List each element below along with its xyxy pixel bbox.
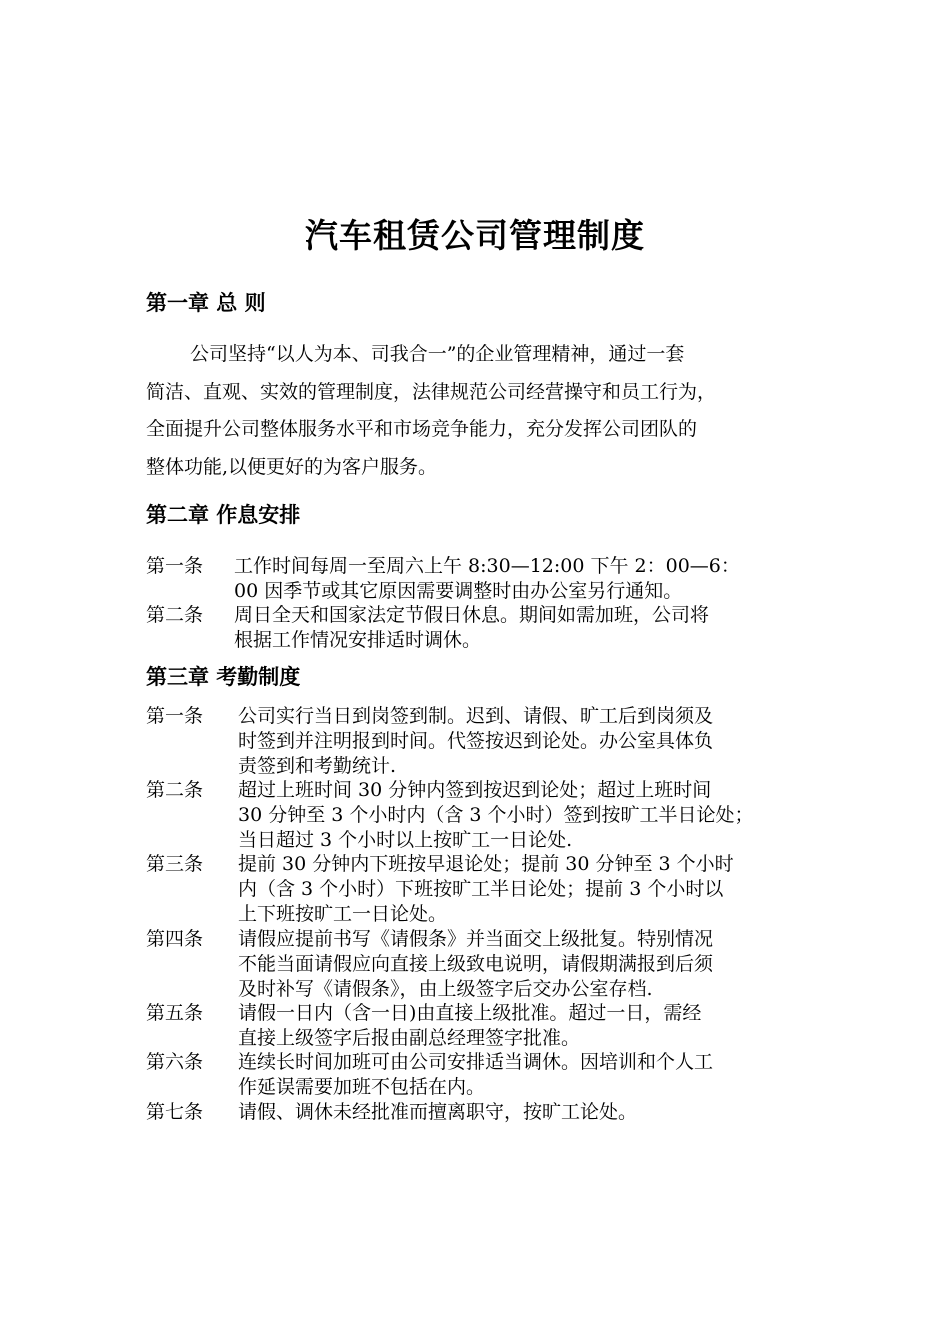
article-label: 第二条 <box>146 604 204 626</box>
article-item <box>146 1001 826 1051</box>
article-item <box>146 927 826 1002</box>
article-line: 工作时间每周一至周六上午 8:30—12:00 下午 2：00—6： <box>234 555 740 577</box>
article-item <box>146 704 826 779</box>
chapter-heading-attendance: 第三章 考勤制度 <box>146 665 301 689</box>
article-label: 第六条 <box>146 1051 204 1073</box>
article-label: 第七条 <box>146 1101 204 1123</box>
article-line: 根据工作情况安排适时调休。 <box>234 629 482 651</box>
paragraph-line: 简洁、直观、实效的管理制度，法律规范公司经营操守和员工行为， <box>146 380 717 403</box>
article-line: 提前 30 分钟内下班按早退论处；提前 30 分钟至 3 个小时 <box>238 853 734 875</box>
article-line: 时签到并注明报到时间。代签按迟到论处。办公室具体负 <box>238 730 714 752</box>
chapter-heading-schedule: 第二章 作息安排 <box>146 503 301 527</box>
article-body <box>238 1001 826 1051</box>
article-line: 当日超过 3 个小时以上按旷工一日论处. <box>238 829 573 851</box>
article-body <box>234 603 826 653</box>
article-item <box>146 603 826 653</box>
article-item <box>146 554 826 604</box>
article-line: 请假、调休未经批准而擅离职守，按旷工论处。 <box>238 1101 638 1123</box>
article-label: 第二条 <box>146 779 204 801</box>
article-line: 内（含 3 个小时）下班按旷工半日论处；提前 3 个小时以 <box>238 878 724 900</box>
article-line: 责签到和考勤统计. <box>238 755 397 777</box>
article-body <box>238 927 826 1002</box>
paragraph-line: 全面提升公司整体服务水平和市场竞争能力，充分发挥公司团队的 <box>146 418 698 440</box>
article-body <box>238 704 826 779</box>
article-body <box>238 1100 826 1125</box>
chapter-1-paragraph <box>146 336 806 486</box>
article-line: 及时补写《请假条》，由上级签字后交办公室存档. <box>238 978 653 1000</box>
article-line: 请假一日内（含一日)由直接上级批准。超过一日，需经 <box>238 1002 702 1024</box>
article-line: 连续长时间加班可由公司安排适当调休。因培训和个人工 <box>238 1051 714 1073</box>
article-body <box>234 554 826 604</box>
article-body <box>238 852 826 927</box>
document-title: 汽车租赁公司管理制度 <box>305 216 645 255</box>
article-body <box>238 1050 826 1100</box>
article-label: 第一条 <box>146 555 204 577</box>
article-line: 上下班按旷工一日论处。 <box>238 903 448 925</box>
article-line: 30 分钟至 3 个小时内（含 3 个小时）签到按旷工半日论处； <box>238 804 754 826</box>
article-line: 公司实行当日到岗签到制。迟到、请假、旷工后到岗须及 <box>238 705 714 727</box>
article-item <box>146 778 826 853</box>
article-line: 作延误需要加班不包括在内。 <box>238 1076 486 1098</box>
article-item <box>146 1050 826 1100</box>
article-line: 请假应提前书写《请假条》并当面交上级批复。特别情况 <box>238 928 714 950</box>
article-label: 第一条 <box>146 705 204 727</box>
article-item <box>146 1100 826 1125</box>
article-label: 第三条 <box>146 853 204 875</box>
article-item <box>146 852 826 927</box>
article-line: 不能当面请假应向直接上级致电说明，请假期满报到后须 <box>238 953 714 975</box>
chapter-heading-general: 第一章 总 则 <box>146 291 266 315</box>
paragraph-line: 公司坚持“以人为本、司我合一”的企业管理精神，通过一套 <box>190 343 685 365</box>
article-line: 直接上级签字后报由副总经理签字批准。 <box>238 1027 581 1049</box>
article-line: 00 因季节或其它原因需要调整时由办公室另行通知。 <box>234 580 683 602</box>
article-line: 周日全天和国家法定节假日休息。期间如需加班，公司将 <box>234 604 710 626</box>
article-line: 超过上班时间 30 分钟内签到按迟到论处；超过上班时间 <box>238 779 712 801</box>
paragraph-line: 整体功能,以便更好的为客户服务。 <box>146 455 438 478</box>
article-label: 第四条 <box>146 928 204 950</box>
article-label: 第五条 <box>146 1002 204 1024</box>
article-body <box>238 778 826 853</box>
